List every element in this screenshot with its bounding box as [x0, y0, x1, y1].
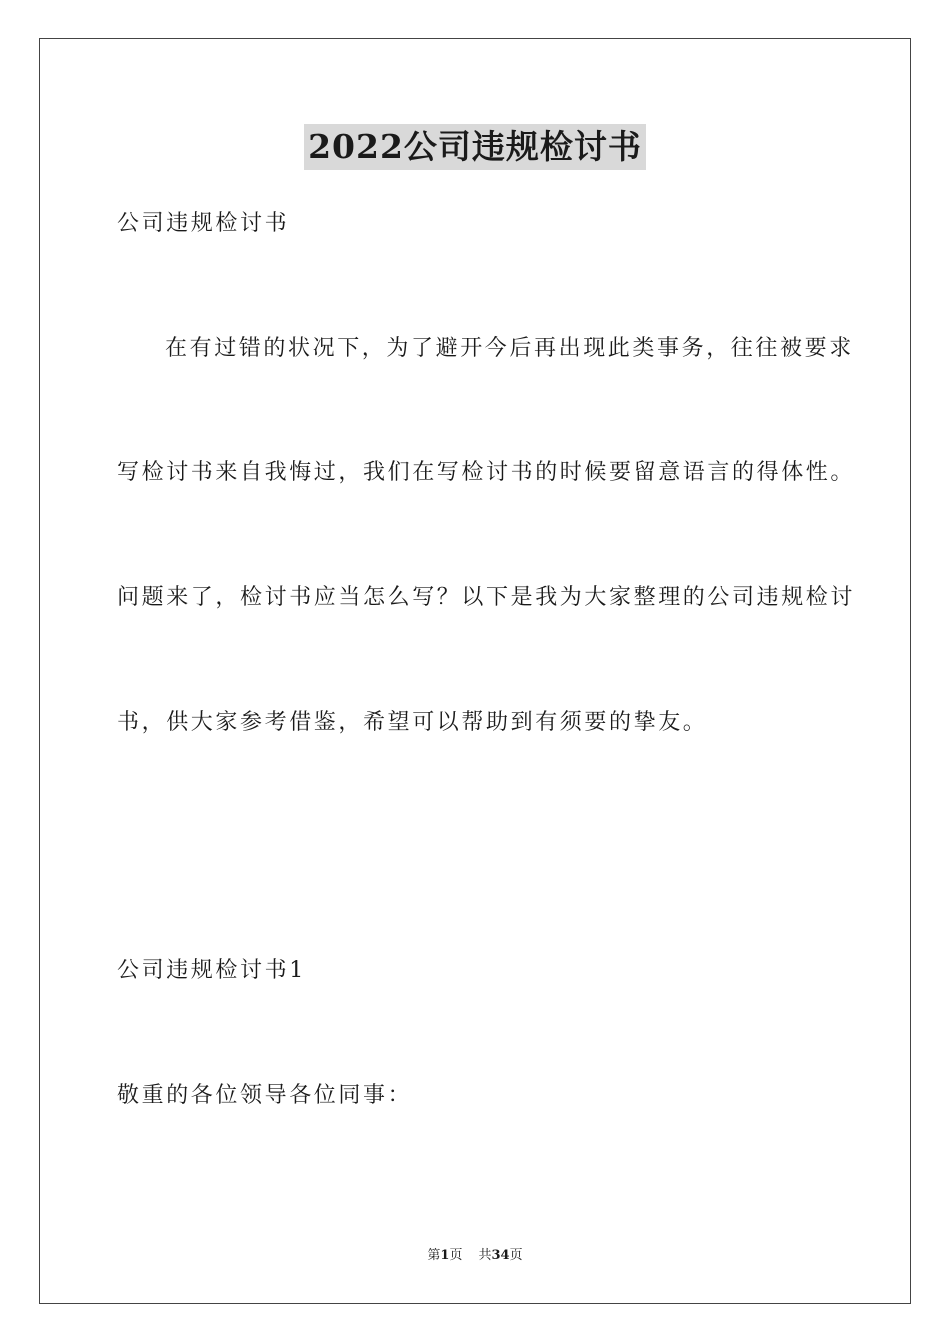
footer-page-number: 1: [440, 1248, 450, 1263]
footer-page-suffix: 页: [449, 1248, 463, 1263]
paragraph-line-2: 写检讨书来自我悔过，我们在写检讨书的时候要留意语言的得体性。: [117, 460, 856, 485]
paragraph-line-1: 在有过错的状况下，为了避开今后再出现此类事务，往往被要求: [165, 336, 854, 361]
footer-total-suffix: 页: [509, 1248, 523, 1263]
section-heading: 公司违规检讨书1: [117, 958, 306, 983]
page-footer: [0, 1247, 950, 1265]
title-container: [0, 124, 950, 170]
footer-total-pages: 34: [491, 1248, 510, 1263]
footer-page-prefix: 第: [427, 1248, 441, 1263]
document-title: 2022公司违规检讨书: [304, 124, 646, 170]
paragraph-line-3: 问题来了，检讨书应当怎么写？以下是我为大家整理的公司违规检讨: [117, 585, 856, 610]
footer-total-prefix: 共: [478, 1248, 492, 1263]
salutation-line: 敬重的各位领导各位同事：: [117, 1083, 413, 1108]
paragraph-line-4: 书，供大家参考借鉴，希望可以帮助到有须要的挚友。: [117, 710, 708, 735]
subtitle-line: 公司违规检讨书: [117, 211, 290, 236]
